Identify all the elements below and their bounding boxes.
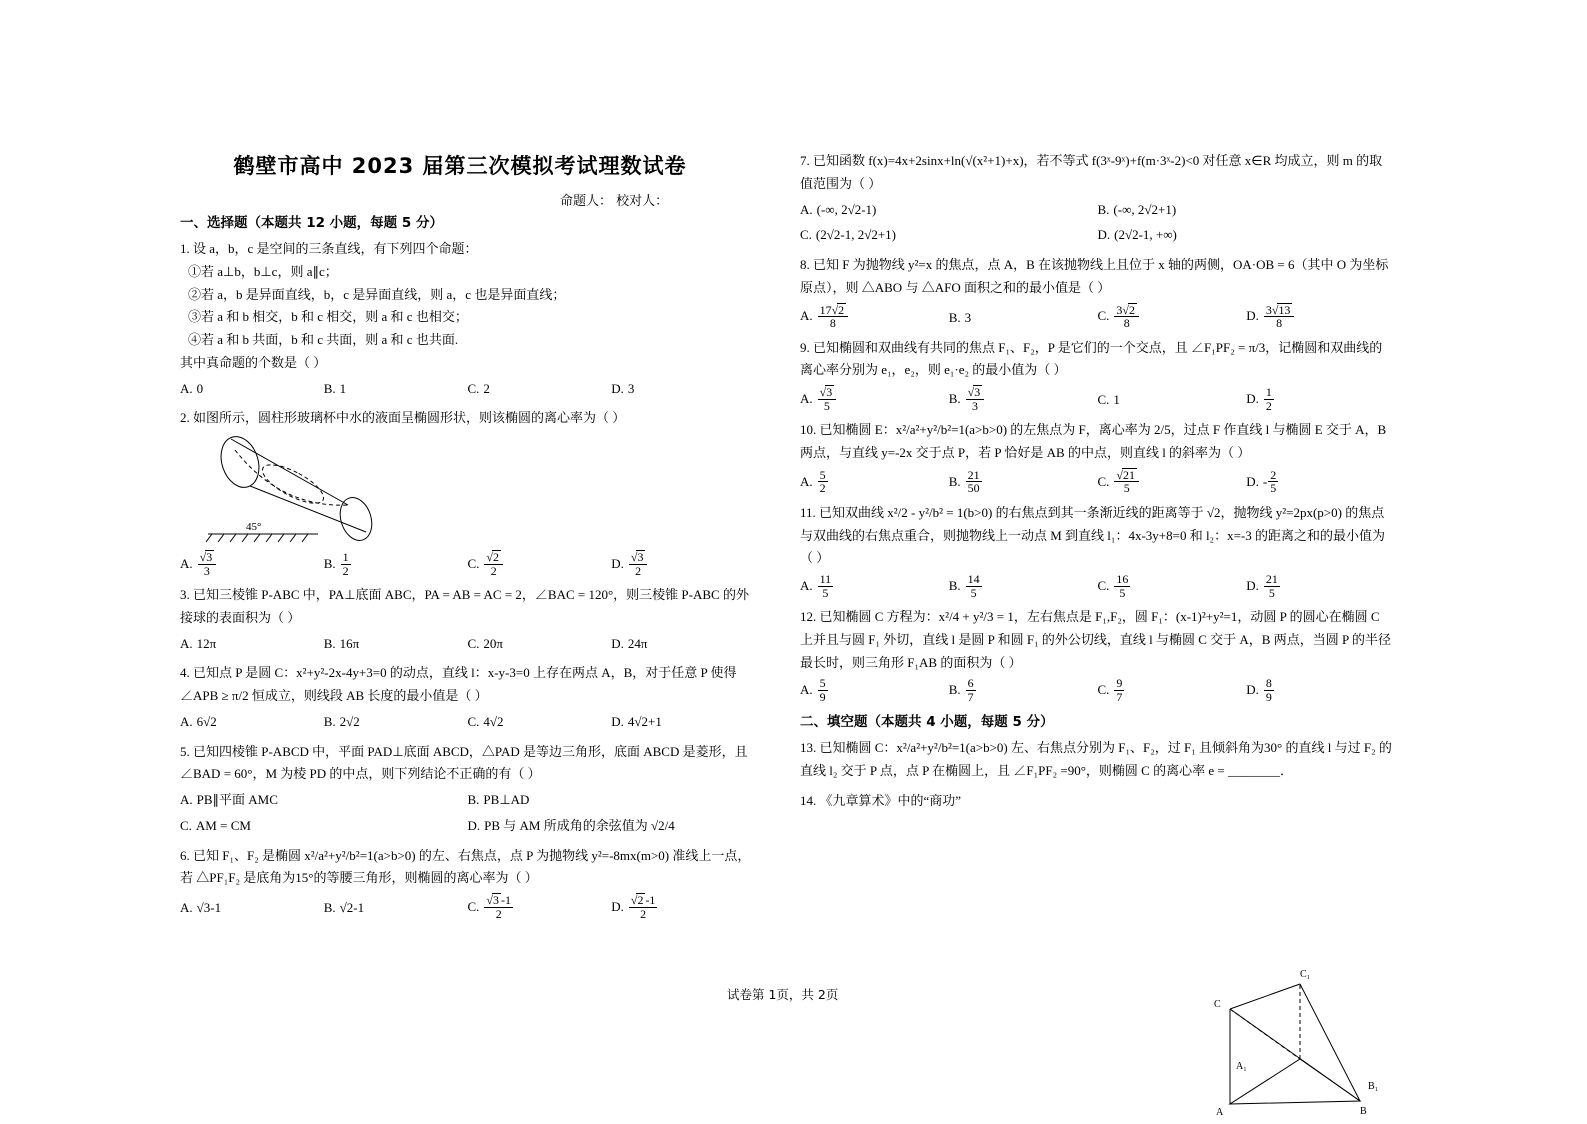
option-list [800, 573, 1395, 599]
vertex-label-A1: A₁ [1236, 1061, 1247, 1072]
option-list [180, 789, 755, 812]
option-a[interactable]: A. 6√2 [180, 713, 217, 729]
question-number: 14. [800, 792, 817, 808]
question-number: 4. [180, 665, 190, 681]
question-stem: 已知双曲线 x²/2 - y²/b² = 1(b>0) 的右焦点到其一条渐近线的距离等于 √2，抛物线 y²=2px(p>0) 的焦点与双曲线的右焦点重合，则抛物线上一动点 M 到直线 l₁：4x-3y+8=0 和 l₂：x=-3 的距离之和的最小值为（ ） [800, 504, 1386, 566]
option-list [800, 468, 1395, 495]
byline: 命题人： 校对人： [560, 194, 669, 209]
option-d[interactable]: D. (2√2-1, +∞) [1097, 227, 1177, 243]
option-b[interactable]: B. $\frac{1}{2}$ [323, 550, 349, 578]
question-2 [180, 407, 755, 577]
option-c[interactable]: C. √ $\frac{21}{5}$ [1098, 468, 1247, 495]
question-1 [180, 238, 755, 400]
question-number: 1. [180, 241, 190, 256]
option-d[interactable]: D. √ $\frac{3}{2}$ [611, 550, 755, 577]
question-stem: 《九章算术》中的“商功” [819, 792, 962, 808]
option-d[interactable]: D. √ $\frac{2 -1}{2}$ [611, 893, 755, 920]
question-number: 12. [800, 609, 817, 625]
question-stem: 已知椭圆 E：x²/a²+y²/b²=1(a>b>0) 的左焦点为 F，离心率为 2/5，过点 F 作直线 l 与椭圆 E 交于 A，B 两点，与直线 y=-2x 交于点 P，若 P 恰好是 AB 的中点，则直线 l 的斜率为（ ） [800, 422, 1387, 460]
option-a[interactable]: A. √ $\frac{3}{5}$ [800, 385, 949, 412]
question-stem: 已知椭圆 C：x²/a²+y²/b²=1(a>b>0) 左、右焦点分别为 F₁、F₂，过 F₁ 且倾斜角为30° 的直线 l 与过 F₂ 的直线 l₂ 交于 P 点，点 P 在椭圆上，且 ∠F₁PF₂ =90°，则椭圆 C 的离心率 e = ________． [800, 740, 1392, 779]
question-14 [800, 790, 1395, 813]
question-stem: 设 a，b，c 是空间的三条直线，有下列四个命题： [193, 241, 478, 256]
question-number: 11. [800, 504, 816, 520]
option-c[interactable]: C. 20π [467, 635, 503, 651]
question-sub: ④若 a 和 b 共面，b 和 c 共面，则 a 和 c 也共面. [188, 332, 459, 347]
option-b[interactable]: B. PB⊥AD [467, 792, 530, 808]
option-a[interactable]: A. PB∥平面 AMC [180, 792, 278, 808]
question-number: 10. [800, 422, 817, 438]
question-stem: 已知三棱锥 P-ABC 中，PA⊥底面 ABC，PA = AB = AC = 2，∠BAC = 120°，则三棱锥 P-ABC 的外接球的表面积为（ ） [180, 587, 749, 625]
section-heading-choice: 一、选择题（本题共 12 小题，每题 5 分） [180, 215, 443, 231]
question-9 [800, 337, 1395, 413]
cylinder-figure [198, 432, 413, 547]
option-b[interactable]: B. √ $\frac{3}{3}$ [949, 385, 1098, 412]
option-a[interactable]: A. $\frac{5}{2}$ [800, 467, 826, 496]
prism-figure [1200, 949, 1440, 1118]
option-a[interactable]: A. $\frac{17 √ 2}{8}$ [800, 303, 949, 330]
option-a[interactable]: A. $\frac{5}{9}$ [800, 676, 826, 704]
option-b[interactable]: B. 2√2 [323, 713, 360, 729]
option-b[interactable]: B. 1 [323, 380, 347, 396]
question-stem: 如图所示，圆柱形玻璃杯中水的液面呈椭圆形状，则该椭圆的离心率为（ ） [193, 410, 626, 426]
option-d[interactable]: D. $\frac{3 √ 13}{8}$ [1246, 303, 1395, 330]
option-c[interactable]: C. (2√2-1, 2√2+1) [800, 227, 897, 243]
option-list [800, 199, 1395, 222]
question-12 [800, 606, 1395, 703]
option-b[interactable]: B. (-∞, 2√2+1) [1097, 201, 1177, 217]
option-c[interactable]: C. 4√2 [467, 713, 504, 729]
question-stem: 已知椭圆 C 方程为：x²/4 + y²/3 = 1，左右焦点是 F₁,F₂，圆 F₁：(x-1)²+y²=1，动圆 P 的圆心在椭圆 C 上并且与圆 F₁ 外切，直线 l 是圆 P 和圆 F₁ 的外公切线，直线 l 与椭圆 C 交于 A，B 两点，当圆 P 的半径最长时，则三角形 F₁AB 的面积为（ ） [800, 609, 1391, 670]
option-b[interactable]: B. √2-1 [323, 900, 365, 916]
question-number: 8. [800, 257, 810, 272]
question-number: 13. [800, 740, 817, 756]
option-a[interactable]: A. $\frac{11}{5}$ [800, 572, 832, 600]
option-list [180, 815, 755, 838]
option-d[interactable]: D. $\frac{21}{5}$ [1246, 572, 1278, 600]
vertex-label-B: B [1360, 1106, 1367, 1117]
option-c[interactable]: C. 1 [1097, 392, 1120, 408]
question-3 [180, 584, 755, 655]
question-number: 2. [180, 410, 190, 426]
angle-label: 45° [246, 521, 262, 533]
question-8 [800, 254, 1395, 330]
question-6 [180, 845, 755, 921]
option-d[interactable]: D. - $\frac{2}{5}$ [1246, 467, 1277, 496]
question-stem: 已知椭圆和双曲线有共同的焦点 F₁、F₂，P 是它们的一个交点，且 ∠F₁PF₂ = π/3，记椭圆和双曲线的离心率分别为 e₁，e₂，则 e₁·e₂ 的最小值为（ ） [800, 339, 1383, 378]
option-d[interactable]: D. $\frac{8}{9}$ [1246, 676, 1272, 704]
option-d[interactable]: D. 4√2+1 [611, 713, 662, 729]
question-sub: ②若 a，b 是异面直线，b，c 是异面直线，则 a，c 也是异面直线； [188, 286, 566, 302]
option-list [180, 893, 755, 920]
option-a[interactable]: A. (-∞, 2√2-1) [800, 201, 877, 217]
option-b[interactable]: B. $\frac{14}{5}$ [948, 572, 980, 600]
option-list [180, 633, 755, 656]
question-stem: 已知四棱锥 P-ABCD 中，平面 PAD⊥底面 ABCD，△PAD 是等边三角形，底面 ABCD 是菱形，且 ∠BAD = 60°，M 为棱 PD 的中点，则下列结论不正确的有（ ） [180, 743, 748, 782]
option-b[interactable]: B. 3 [948, 309, 972, 325]
question-number: 6. [180, 847, 190, 863]
option-b[interactable]: B. 16π [323, 635, 360, 651]
option-list [800, 677, 1395, 703]
option-d[interactable]: D. PB 与 AM 所成角的余弦值为 √2/4 [467, 817, 675, 833]
option-list [180, 378, 755, 401]
page-title: 鹤壁市高中 2023 届第三次模拟考试理数试卷 [233, 154, 687, 178]
option-a[interactable]: A. √3-1 [180, 900, 222, 916]
question-sub: ③若 a 和 b 相交，b 和 c 相交，则 a 和 c 也相交； [188, 309, 468, 325]
vertex-label-C1: C₁ [1300, 969, 1311, 980]
question-11 [800, 502, 1395, 599]
option-a[interactable]: A. 12π [180, 635, 217, 651]
question-number: 5. [180, 743, 190, 759]
vertex-label-B1: B₁ [1368, 1081, 1379, 1092]
question-4 [180, 662, 755, 733]
option-list [800, 303, 1395, 330]
question-number: 3. [180, 587, 190, 603]
left-column [180, 205, 755, 927]
option-d[interactable]: D. 3 [611, 380, 635, 396]
option-c[interactable]: C. AM = CM [180, 817, 251, 833]
option-b[interactable]: B. $\frac{6}{7}$ [948, 676, 974, 704]
option-a[interactable]: A. 0 [180, 380, 204, 396]
question-5 [180, 741, 755, 838]
option-c[interactable]: C. √ $\frac{2}{2}$ [468, 550, 612, 577]
option-d[interactable]: D. $\frac{1}{2}$ [1246, 385, 1272, 413]
option-c[interactable]: C. $\frac{16}{5}$ [1097, 572, 1129, 600]
option-list [800, 385, 1395, 412]
question-tail: 其中真命题的个数是（ ） [180, 354, 327, 370]
right-column [800, 150, 1395, 820]
option-d[interactable]: D. 24π [611, 635, 648, 651]
option-c[interactable]: C. √ $\frac{3 -1}{2}$ [468, 893, 612, 920]
question-stem: 已知点 P 是圆 C：x²+y²-2x-4y+3=0 的动点，直线 l：x-y-3=0 上存在两点 A，B，对于任意 P 使得 ∠APB ≥ π/2 恒成立，则线段 AB 长度的最小值是（ ） [180, 665, 737, 704]
section-heading-fill: 二、填空题（本题共 4 小题，每题 5 分） [800, 714, 1054, 731]
question-stem: 已知 F 为抛物线 y²=x 的焦点，点 A，B 在该抛物线上且位于 x 轴的两侧，OA·OB = 6（其中 O 为坐标原点），则 △ABO 与 △AFO 面积之和的最小值是（ ） [800, 257, 1389, 295]
question-sub: ①若 a⊥b，b⊥c，则 a∥c； [188, 263, 338, 279]
vertex-label-A: A [1216, 1107, 1224, 1118]
question-10 [800, 419, 1395, 495]
option-c[interactable]: C. $\frac{9}{7}$ [1097, 676, 1123, 704]
option-list [180, 711, 755, 734]
question-number: 9. [800, 339, 810, 355]
page-footer: 试卷第 1页，共 2页 [727, 987, 839, 1002]
option-a[interactable]: A. √ $\frac{3}{3}$ [180, 550, 324, 577]
option-b[interactable]: B. $\frac{21}{50}$ [948, 467, 980, 496]
option-list [180, 550, 755, 577]
question-number: 7. [800, 153, 810, 168]
question-stem: 已知 F₁、F₂ 是椭圆 x²/a²+y²/b²=1(a>b>0) 的左、右焦点，点 P 为抛物线 y²=-8mx(m>0) 准线上一点，若 △PF₁F₂ 是底角为15°的等腰三角形，则椭圆的离心率为（ ） [180, 847, 751, 886]
question-7 [800, 150, 1395, 247]
question-13 [800, 737, 1395, 783]
option-c[interactable]: C. $\frac{3 √ 2}{8}$ [1098, 303, 1247, 330]
option-c[interactable]: C. 2 [467, 380, 490, 396]
question-stem: 已知函数 f(x)=4x+2sinx+ln(√(x²+1)+x)，若不等式 f(3ˣ-9ˣ)+f(m·3ˣ-2)<0 对任意 x∈R 均成立，则 m 的取值范围为（ ） [800, 153, 1383, 191]
option-list [800, 224, 1395, 247]
vertex-label-C: C [1214, 999, 1221, 1010]
